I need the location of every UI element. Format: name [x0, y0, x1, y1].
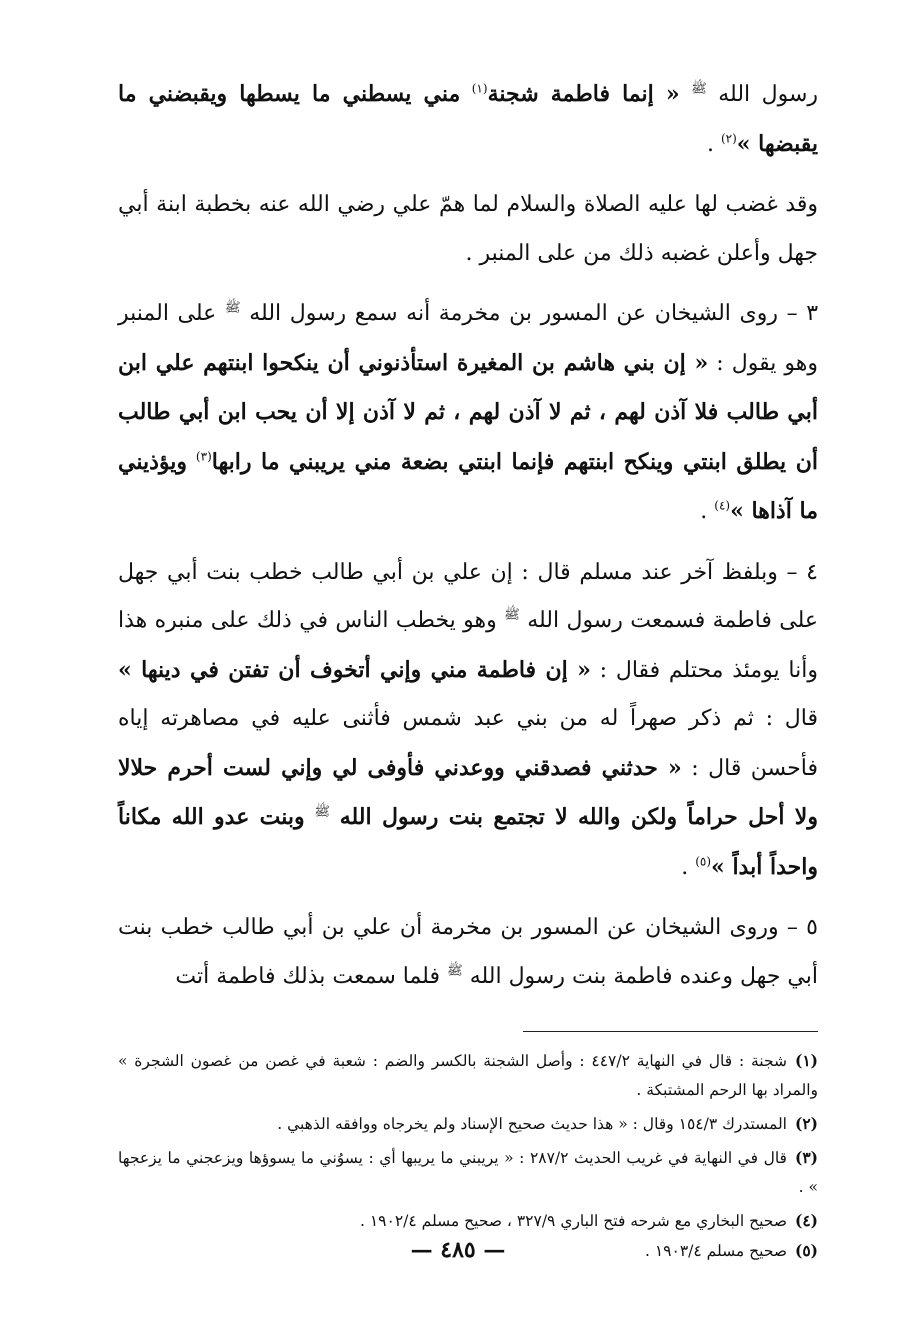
main-text [118, 70, 818, 1001]
paragraph-4 [118, 549, 818, 893]
footnote-ref-4: (٤) [714, 498, 731, 513]
salla-ligature: ﷺ [314, 804, 331, 820]
p1-hadith-b: مني يسطني ما يسطها ويقبضني ما يقبضها » [118, 81, 818, 157]
footnote-number: (١) [794, 1051, 818, 1070]
footnote-number: (٣) [794, 1148, 818, 1167]
p4-hadith-a: « إن فاطمة مني وإني أتخوف أن تفتن في دينها » [118, 656, 591, 683]
paragraph-3 [118, 290, 818, 537]
footnote-text: المستدرك ١٥٤/٣ وقال : « هذا حديث صحيح الإسناد ولم يخرجاه ووافقه الذهبي . [277, 1115, 787, 1133]
footnote-number: (٤) [794, 1211, 818, 1230]
footnote-ref-3: (٣) [195, 449, 212, 464]
p3-text-b: على المنبر وهو يقول : [118, 301, 819, 376]
page-number: — ٤٨٥ — [410, 1237, 506, 1263]
p5-text-b: فلما سمعت بذلك فاطمة أتت [175, 963, 440, 989]
footnote-1 [118, 1046, 818, 1105]
salla-ligature: ﷺ [691, 81, 707, 97]
salla-ligature: ﷺ [224, 300, 241, 316]
salla-ligature: ﷺ [446, 963, 463, 979]
p4-hadith-c: وبنت عدو الله مكاناً واحداً أبداً » [118, 804, 818, 880]
p1-end: . [706, 131, 714, 157]
footnote-text: قال في النهاية في غريب الحديث ٢٨٧/٢ : « يريبني ما يريبها أي : يسوُني ما يسوؤها ويزعجني ما يزعجها » . [118, 1149, 818, 1196]
footnote-ref-2: (٢) [720, 131, 737, 146]
p3-text-a: ٣ – روى الشيخان عن المسور بن مخرمة أنه سمع رسول الله [249, 301, 819, 326]
paragraph-2: وقد غضب لها عليه الصلاة والسلام لما همّ علي رضي الله عنه بخطبة ابنة أبي جهل وأعلن غضبه ذلك من على المنبر . [118, 192, 818, 266]
footnote-3 [118, 1143, 818, 1202]
p3-hadith-a: « إن بني هاشم بن المغيرة استأذنوني أن ينكحوا ابنتهم علي ابن أبي طالب فلا آذن لهم ، ثم لا آذن لهم ، ثم لا آذن إلا أن يحب ابن أبي طالب أن يطلق ابنتي وينكح ابنتهم فإنما ابنتي بضعة مني يريبني ما رابها [118, 349, 819, 475]
salla-ligature: ﷺ [504, 607, 520, 623]
footnote-divider [523, 1031, 818, 1032]
footnote-ref-5: (٥) [695, 854, 712, 869]
paragraph-5 [118, 904, 818, 1001]
footnote-2 [118, 1109, 818, 1139]
p3-hadith-b: ويؤذيني ما آذاها » [118, 448, 818, 524]
footnote-text: صحيح مسلم ١٩٠٣/٤ . [644, 1242, 787, 1260]
footnote-number: (٥) [794, 1241, 818, 1260]
p3-end: . [700, 499, 708, 524]
footnote-number: (٢) [794, 1114, 818, 1133]
p4-text-d: قال : ثم ذكر صهراً له من بني عبد شمس فأثنى عليه في مصاهرته إياه فأحسن قال : [118, 706, 819, 781]
footnote-text: صحيح البخاري مع شرحه فتح الباري ٣٢٧/٩ ، صحيح مسلم ١٩٠٢/٤ . [360, 1212, 787, 1230]
p4-hadith-b: « حدثني فصدقني ووعدني فأوفى لي وإني لست أحرم حلالا ولا أحل حراماً ولكن والله لا تجتمع بنت رسول الله [118, 754, 818, 830]
footnote-ref-1: (١) [471, 81, 488, 96]
p4-text-b: وهو يخطب الناس في ذلك على منبره هذا وأنا يومئذ محتلم فقال : [118, 608, 818, 683]
paragraph-1 [118, 70, 818, 169]
p1-hadith-a: « إنما فاطمة شجنة [487, 81, 680, 107]
p4-end: . [681, 854, 689, 880]
footnote-text: شجنة : قال في النهاية ٤٤٧/٢ : وأصل الشجنة بالكسر والضم : شعبة في غصن من غصون الشجرة » والمراد بها الرحم المشتبكة . [118, 1052, 818, 1099]
p1-text-a: رسول الله [718, 82, 818, 107]
p4-text-a: ٤ – وبلفظ آخر عند مسلم قال : إن علي بن أبي طالب خطب بنت أبي جهل على فاطمة فسمعت رسول الله [118, 559, 819, 633]
p5-text-a: ٥ – وروى الشيخان عن المسور بن مخرمة أن علي بن أبي طالب خطب بنت أبي جهل وعنده فاطمة بنت رسول الله [118, 915, 818, 989]
footnotes [118, 1046, 818, 1266]
footnote-4 [118, 1206, 818, 1236]
